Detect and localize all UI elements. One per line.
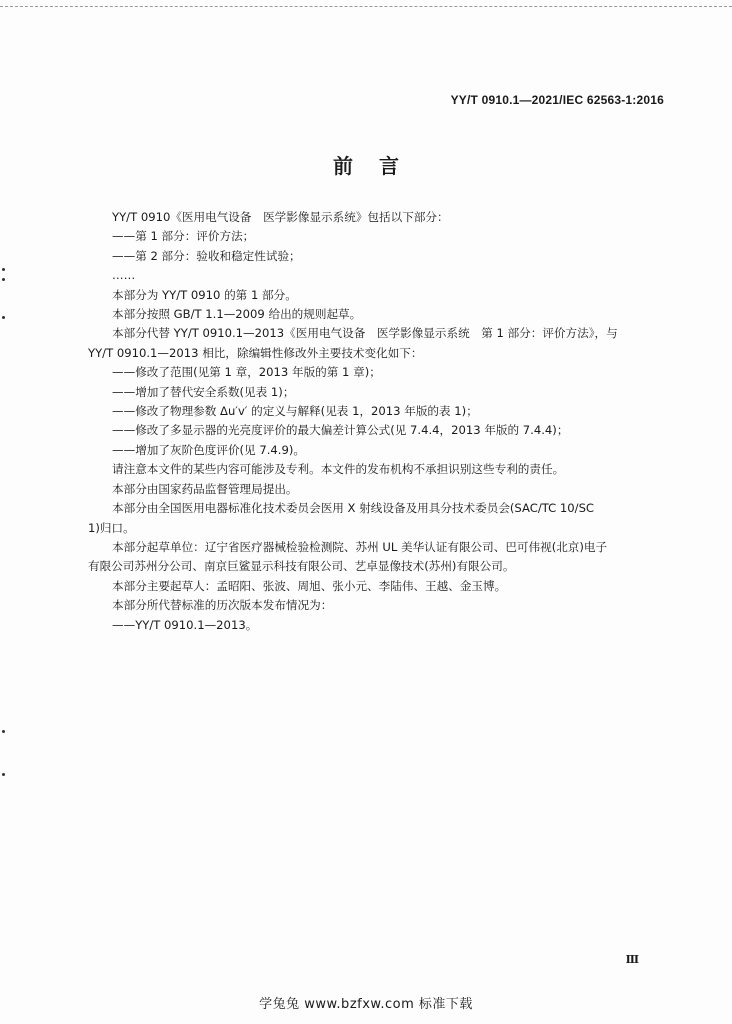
footer-watermark: 学兔兔 www.bzfxw.com 标准下载 [259, 997, 473, 1012]
paragraph: 本部分由全国医用电器标准化技术委员会医用 X 射线设备及用具分技术委员会(SAC/TC 10/SC [112, 501, 595, 516]
scan-mark [2, 278, 5, 281]
paragraph-continuation: 1)归口。 [88, 520, 135, 535]
scan-mark [2, 316, 5, 319]
list-item: ——YY/T 0910.1—2013。 [112, 617, 258, 632]
scan-mark [2, 730, 5, 733]
list-item: ——修改了范围(见第 1 章，2013 年版的第 1 章)； [112, 365, 381, 380]
page-number: Ⅲ [625, 954, 639, 966]
scan-top-edge [0, 6, 732, 7]
list-item: ——第 2 部分：验收和稳定性试验； [112, 248, 301, 263]
list-item: ——增加了替代安全系数(见表 1)； [112, 384, 295, 399]
list-item: ——增加了灰阶色度评价(见 7.4.9)。 [112, 442, 305, 457]
list-item: ——修改了物理参数 Δu′v′ 的定义与解释(见表 1，2013 年版的表 1)； [112, 404, 478, 419]
paragraph: YY/T 0910《医用电气设备 医学影像显示系统》包括以下部分： [112, 210, 449, 224]
ellipsis: …… [112, 268, 136, 283]
paragraph-continuation: 有限公司苏州分公司、南京巨鲨显示科技有限公司、艺卓显像技术(苏州)有限公司。 [88, 559, 515, 574]
paragraph: 本部分由国家药品监督管理局提出。 [112, 481, 298, 496]
paragraph-continuation: YY/T 0910.1—2013 相比，除编辑性修改外主要技术变化如下： [88, 345, 423, 360]
list-item: ——修改了多显示器的光亮度评价的最大偏差计算公式(见 7.4.4，2013 年版的 7.4.4)； [112, 423, 569, 438]
paragraph: 本部分起草单位：辽宁省医疗器械检验检测院、苏州 UL 美华认证有限公司、巴可伟视(北京)电子 [112, 539, 608, 554]
foreword-body [88, 208, 666, 635]
list-item: ——第 1 部分：评价方法； [112, 229, 255, 244]
scan-mark [2, 268, 5, 271]
page-title: 前言 [333, 154, 425, 178]
standard-number: YY/T 0910.1—2021/IEC 62563-1:2016 [450, 93, 664, 107]
paragraph: 本部分所代替标准的历次版本发布情况为： [112, 598, 333, 613]
paragraph: 本部分代替 YY/T 0910.1—2013《医用电气设备 医学影像显示系统 第 1 部分：评价方法》，与 [112, 326, 618, 341]
paragraph: 本部分为 YY/T 0910 的第 1 部分。 [112, 287, 297, 302]
paragraph: 请注意本文件的某些内容可能涉及专利。本文件的发布机构不承担识别这些专利的责任。 [112, 462, 565, 477]
paragraph: 本部分主要起草人：孟昭阳、张波、周旭、张小元、李陆伟、王越、金玉博。 [112, 578, 507, 593]
paragraph: 本部分按照 GB/T 1.1—2009 给出的规则起草。 [112, 307, 362, 322]
scan-mark [2, 773, 5, 776]
